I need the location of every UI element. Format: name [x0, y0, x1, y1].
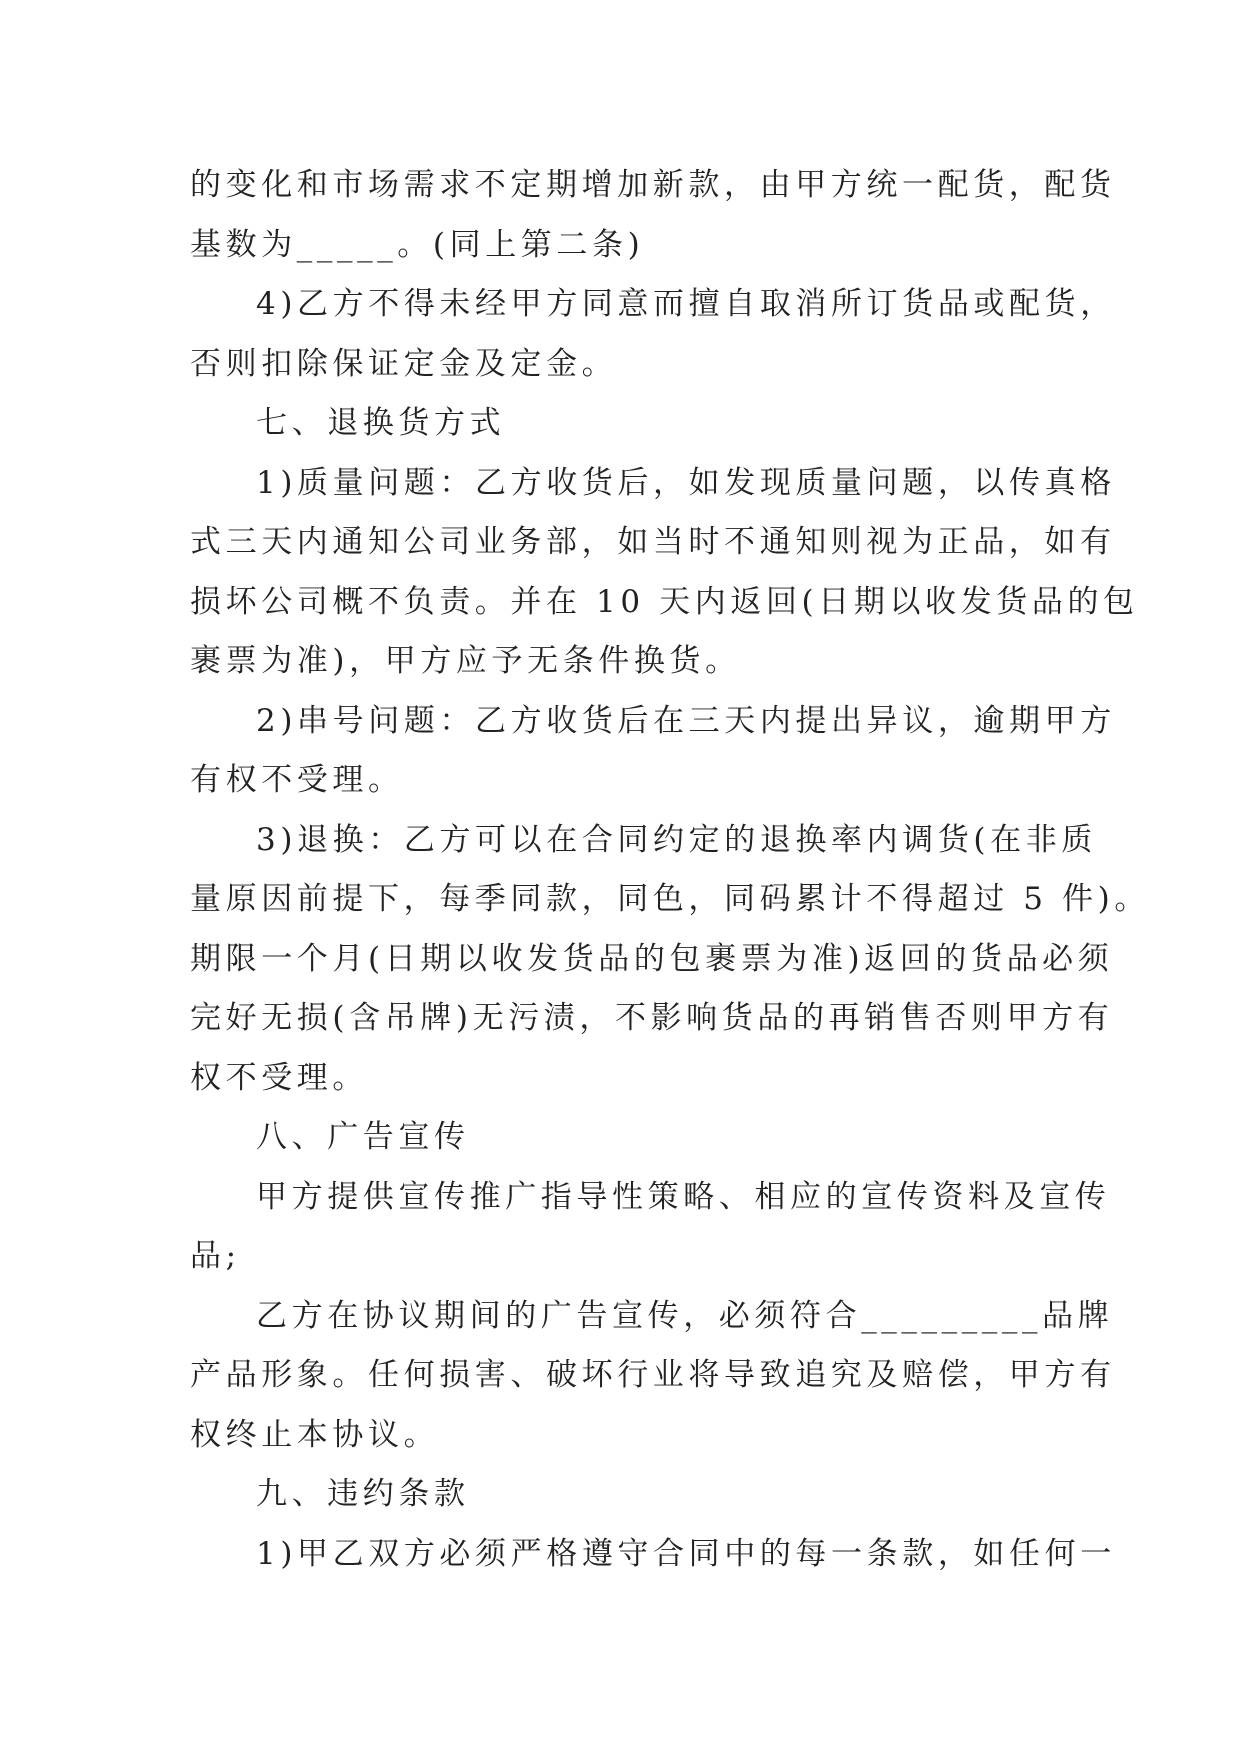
paragraph-start: 乙方在协议期间的广告宣传，必须符合_________品牌 — [256, 1297, 1114, 1334]
paragraph-start: 甲方提供宣传推广指导性策略、相应的宣传资料及宣传 — [256, 1178, 1111, 1215]
text-line: 产品形象。任何损害、破坏行业将导致追究及赔偿，甲方有 — [190, 1357, 1116, 1393]
text-line: 完好无损(含吊牌)无污渍，不影响货品的再销售否则甲方有 — [190, 1000, 1114, 1036]
section-heading: 九、违约条款 — [256, 1476, 470, 1512]
text-line: 基数为_____。(同上第二条) — [190, 226, 645, 263]
section-heading: 七、退换货方式 — [256, 405, 506, 441]
clause-item: 3)退换：乙方可以在合同约定的退换率内调货(在非质 — [256, 821, 1097, 858]
text-line: 品; — [190, 1238, 241, 1274]
text-line: 否则扣除保证定金及定金。 — [190, 345, 618, 382]
document-body — [190, 156, 1150, 1584]
clause-item: 1)甲乙双方必须严格遵守合同中的每一条款，如任何一 — [256, 1535, 1116, 1572]
text-line: 期限一个月(日期以收发货品的包裹票为准)返回的货品必须 — [190, 940, 1114, 977]
clause-item: 4)乙方不得未经甲方同意而擅自取消所订货品或配货， — [256, 286, 1116, 322]
text-line: 权不受理。 — [190, 1059, 368, 1096]
text-line: 裹票为准)，甲方应予无条件换货。 — [190, 643, 741, 679]
text-line: 损坏公司概不负责。并在 10 天内返回(日期以收发货品的包 — [190, 583, 1139, 620]
clause-item: 2)串号问题：乙方收货后在三天内提出异议，逾期甲方 — [256, 702, 1116, 739]
text-line: 有权不受理。 — [190, 762, 404, 798]
text-line: 量原因前提下，每季同款，同色，同码累计不得超过 5 件)。 — [190, 881, 1150, 917]
section-heading: 八、广告宣传 — [256, 1119, 470, 1155]
text-line: 式三天内通知公司业务部，如当时不通知则视为正品，如有 — [190, 524, 1116, 560]
clause-item: 1)质量问题：乙方收货后，如发现质量问题，以传真格 — [256, 464, 1116, 501]
text-line: 的变化和市场需求不定期增加新款，由甲方统一配货，配货 — [190, 167, 1116, 203]
text-line: 权终止本协议。 — [190, 1416, 440, 1453]
